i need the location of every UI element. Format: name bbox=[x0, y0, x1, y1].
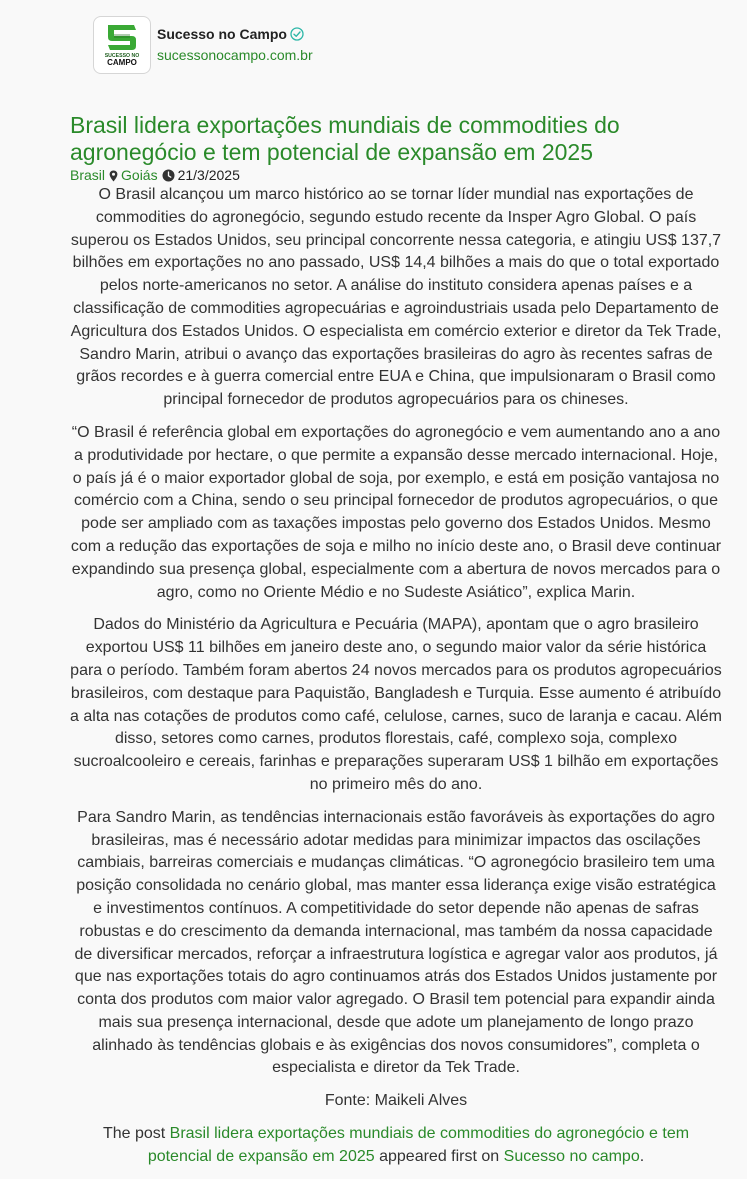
article-body bbox=[70, 184, 722, 1169]
logo-text-bottom: CAMPO bbox=[107, 58, 137, 67]
paragraph-2: “O Brasil é referência global em exportações do agronegócio e vem aumentando ano a ano a produtividade por hectare, o que permite a expansão desse mercado internacional. Hoje, o país já é o maior exportador global de soja, por exemplo, e está em posição vantajosa no comércio com a China, sendo o seu principal fornecedor de produtos agropecuários, o que pode ser ampliado com as taxações impostas pelo governo dos Estados Unidos. Mesmo com a redução das exportações de soja e milho no início deste ano, o Brasil deve continuar expandindo sua presença global, especialmente com a abertura de novos mercados para o agro, como no Oriente Médio e no Sudeste Asiático”, explica Marin. bbox=[70, 423, 722, 601]
source-info bbox=[157, 25, 313, 65]
article-meta bbox=[70, 167, 722, 184]
source-credit: Fonte: Maikeli Alves bbox=[324, 1092, 468, 1110]
paragraph-3: Dados do Ministério da Agricultura e Pecuária (MAPA), apontam que o agro brasileiro exportou US$ 11 bilhões em janeiro deste ano, o segundo maior valor da série histórica para o período. Também foram abertos 24 novos mercados para os produtos agropecuários brasileiros, com destaque para Paquistão, Bangladesh e Turquia. Esse aumento é atribuído a alta nas cotações de produtos como café, celulose, carnes, suco de laranja e cacau. Além disso, setores como carnes, produtos florestais, café, complexo soja, complexo sucroalcooleiro e cereais, farinhas e preparações superaram US$ 1 bilhão em exportações no primeiro mês do ano. bbox=[70, 616, 722, 793]
paragraph-4: Para Sandro Marin, as tendências internacionais estão favoráveis às exportações do agro brasileiras, mas é necessário adotar medidas para minimizar impactos das oscilações cambiais, barreiras comerciais e mudanças climáticas. “O agronegócio brasileiro tem uma posição consolidada no cenário global, mas manter essa liderança exige visão estratégica e investimentos contínuos. A competitividade do setor depende não apenas de safras robustas e do crescimento da demanda internacional, mas também da nossa capacidade de diversificar mercados, reforçar a infraestrutura logística e agregar valor aos produtos, já que nas exportações totais do agro continuamos atrás dos Estados Unidos justamente por conta dos produtos com maior valor agregado. O Brasil tem potencial para expandir ainda mais sua presença internacional, desde que adote um planejamento de longo prazo alinhado às tendências globais e às exigências dos novos consumidores”, completa o especialista e diretor da Tek Trade. bbox=[74, 808, 718, 1077]
source-logo[interactable] bbox=[93, 16, 151, 74]
verified-check-icon bbox=[290, 27, 304, 41]
article-title[interactable]: Brasil lidera exportações mundiais de commodities do agronegócio e tem potencial de expansão em 2025 bbox=[70, 112, 620, 165]
source-name-row bbox=[157, 25, 313, 43]
footer-site-link[interactable]: Sucesso no campo bbox=[503, 1147, 640, 1165]
sucesso-no-campo-logo-icon bbox=[100, 21, 144, 69]
post-footer bbox=[70, 1123, 722, 1169]
footer-middle: appeared first on bbox=[379, 1147, 500, 1165]
footer-post-link[interactable]: Brasil lidera exportações mundiais de commodities do agronegócio e tem potencial de expansão em 2025 bbox=[147, 1125, 690, 1165]
paragraph-1: O Brasil alcançou um marco histórico ao se tornar líder mundial nas exportações de commodities do agronegócio, segundo estudo recente da Insper Agro Global. O país superou os Estados Unidos, seu principal concorrente nessa categoria, e atingiu US$ 137,7 bilhões em exportações no ano passado, US$ 14,4 bilhões a mais do que o total exportado pelos norte-americanos no setor. A análise do instituto considera apenas países e a classificação de commodities agropecuárias e agroindustriais usada pelo Departamento de Agricultura dos Estados Unidos. O especialista em comércio exterior e diretor da Tek Trade, Sandro Marin, atribui o avanço das exportações brasileiras do agro às recentes safras de grãos recordes e à guerra comercial entre EUA e China, que impulsionaram o Brasil como principal fornecedor de produtos agropecuários para os chineses. bbox=[70, 186, 722, 409]
publish-date: 21/3/2025 bbox=[177, 167, 240, 183]
article bbox=[70, 112, 722, 1179]
source-header bbox=[93, 16, 313, 74]
source-url-link[interactable]: sucessonocampo.com.br bbox=[157, 47, 313, 63]
footer-prefix: The post bbox=[102, 1125, 166, 1143]
source-name[interactable]: Sucesso no Campo bbox=[157, 26, 287, 42]
category-link-brasil[interactable]: Brasil bbox=[70, 167, 106, 183]
map-pin-icon bbox=[109, 170, 118, 182]
category-link-goias[interactable]: Goiás bbox=[121, 167, 158, 183]
clock-icon bbox=[162, 169, 175, 182]
logo-text-top: SUCESSO NO bbox=[104, 53, 140, 59]
footer-suffix: . bbox=[639, 1147, 645, 1165]
